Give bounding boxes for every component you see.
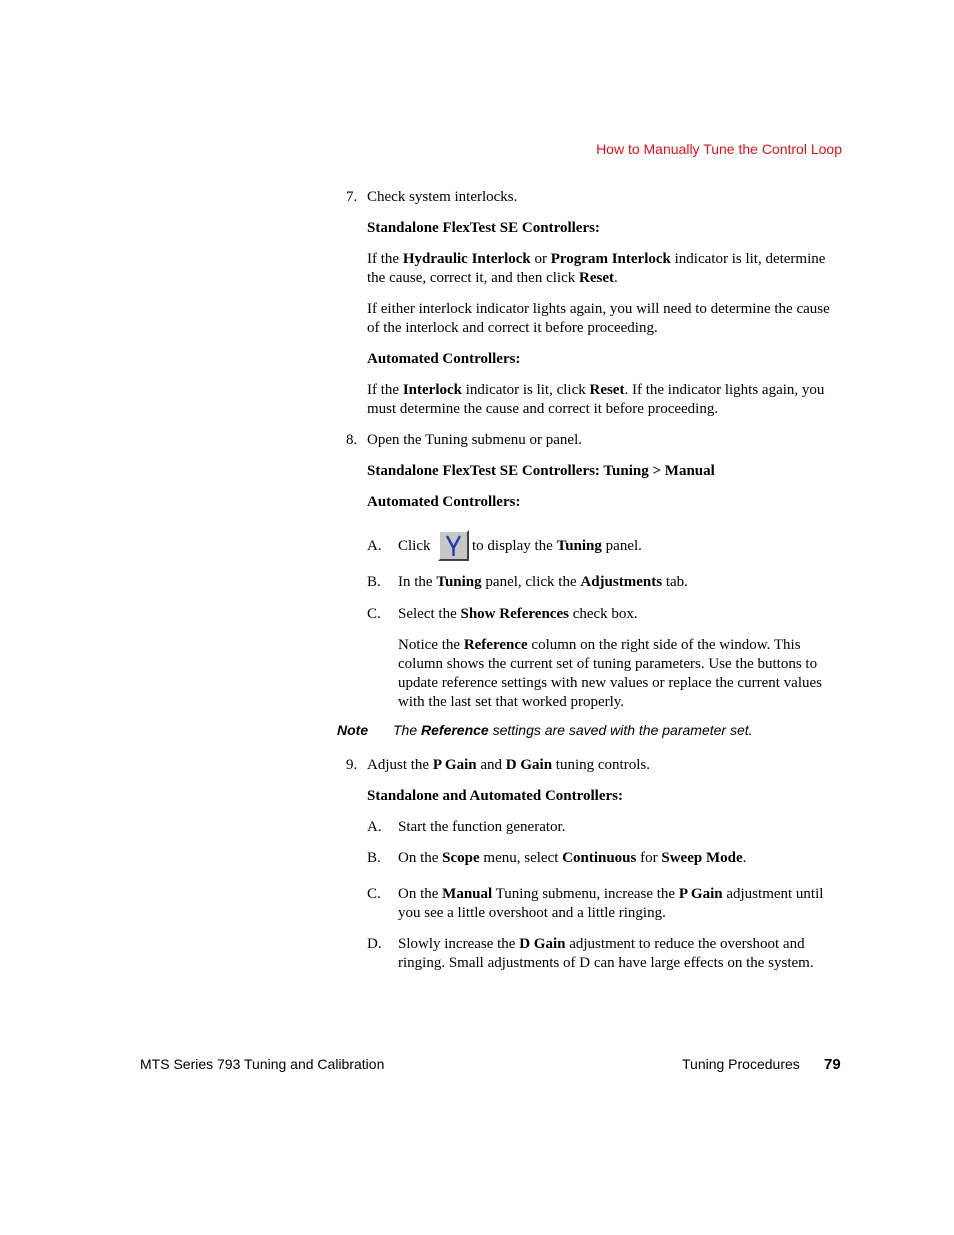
- paragraph: Notice the Reference column on the right side of the window. This column shows the current set of tuning parameters. Use the buttons to update reference settings with new values or replace the current values with the last set that worked properly.: [398, 637, 822, 710]
- item-letter: B.: [367, 574, 381, 590]
- note-text: The Reference settings are saved with the parameter set.: [393, 722, 753, 738]
- step-text: Check system interlocks.: [367, 189, 518, 205]
- item-text: Click: [398, 538, 431, 554]
- item-text: On the Manual Tuning submenu, increase the P Gain adjustment until you see a little overshoot and a little ringing.: [398, 886, 824, 921]
- step-number: 8.: [346, 432, 358, 448]
- section-heading: Standalone FlexTest SE Controllers:: [367, 220, 600, 236]
- page-number: 79: [824, 1056, 841, 1073]
- item-letter: C.: [367, 606, 381, 622]
- item-text: Select the Show References check box.: [398, 606, 638, 622]
- footer-book-title: MTS Series 793 Tuning and Calibration: [140, 1056, 385, 1072]
- section-heading: Automated Controllers:: [367, 494, 521, 510]
- step-number: 7.: [346, 189, 358, 205]
- section-heading: Standalone and Automated Controllers:: [367, 788, 623, 804]
- step-text: Adjust the P Gain and D Gain tuning controls.: [367, 757, 650, 773]
- item-letter: C.: [367, 886, 381, 902]
- item-text: Start the function generator.: [398, 819, 566, 835]
- item-text: to display the Tuning panel.: [472, 538, 642, 554]
- item-letter: A.: [367, 538, 382, 554]
- item-letter: B.: [367, 850, 381, 866]
- section-heading: Standalone FlexTest SE Controllers: Tuning > Manual: [367, 463, 715, 479]
- tuning-icon[interactable]: [438, 530, 469, 561]
- note-label: Note: [337, 722, 369, 738]
- item-letter: A.: [367, 819, 382, 835]
- paragraph: If either interlock indicator lights again, you will need to determine the cause of the interlock and correct it before proceeding.: [367, 301, 830, 336]
- footer-chapter: Tuning Procedures: [682, 1056, 800, 1072]
- item-letter: D.: [367, 936, 382, 952]
- paragraph: If the Interlock indicator is lit, click Reset. If the indicator lights again, you must determine the cause and correct it before proceeding.: [367, 382, 825, 417]
- running-header: How to Manually Tune the Control Loop: [596, 141, 842, 157]
- paragraph: If the Hydraulic Interlock or Program Interlock indicator is lit, determine the cause, correct it, and then click Reset.: [367, 251, 826, 286]
- item-text: On the Scope menu, select Continuous for Sweep Mode.: [398, 850, 747, 866]
- step-number: 9.: [346, 757, 358, 773]
- step-text: Open the Tuning submenu or panel.: [367, 432, 582, 448]
- item-text: In the Tuning panel, click the Adjustments tab.: [398, 574, 688, 590]
- section-heading: Automated Controllers:: [367, 351, 521, 367]
- item-text: Slowly increase the D Gain adjustment to reduce the overshoot and ringing. Small adjustments of D can have large effects on the system.: [398, 936, 814, 971]
